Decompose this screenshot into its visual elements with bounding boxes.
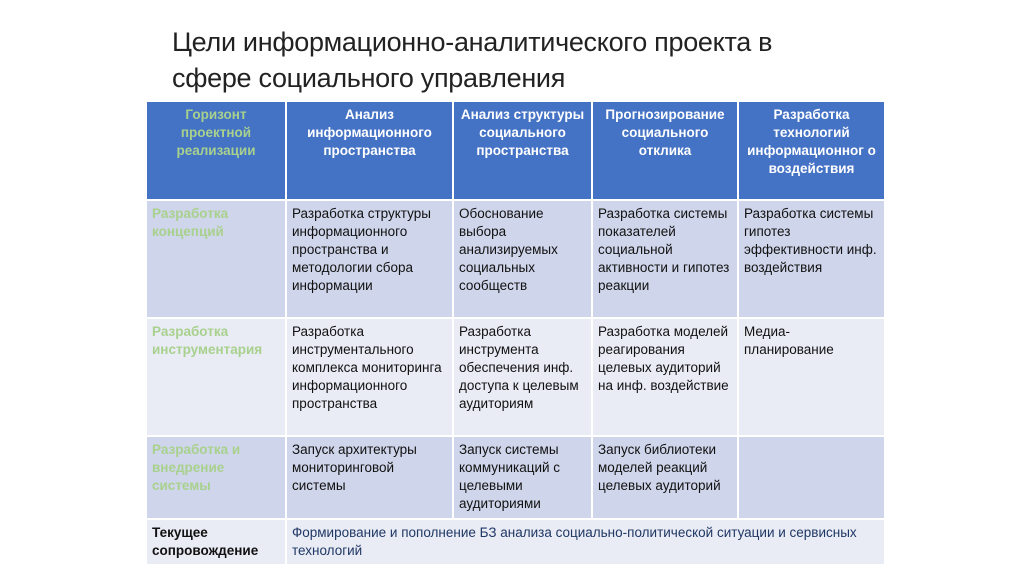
header-cell: Прогнозирование социального отклика (592, 101, 738, 200)
table-cell (738, 436, 885, 519)
table-cell: Разработка инструментального комплекса мониторинга информационного пространства (286, 318, 453, 436)
table-cell: Обоснование выбора анализируемых социальных сообществ (453, 200, 592, 318)
table-cell: Запуск системы коммуникаций с целевыми аудиториями (453, 436, 592, 519)
goals-table (145, 100, 886, 566)
header-cell: Анализ структуры социального пространства (453, 101, 592, 200)
header-cell: Разработка технологий информационног о воздействия (738, 101, 885, 200)
row-header: Текущее сопровождение (146, 519, 286, 565)
header-cell: Анализ информационного пространства (286, 101, 453, 200)
table-cell: Медиа-планирование (738, 318, 885, 436)
table-cell: Запуск библиотеки моделей реакций целевых аудиторий (592, 436, 738, 519)
table-row (146, 318, 885, 436)
table-cell: Запуск архитектуры мониторинговой системы (286, 436, 453, 519)
table-cell: Разработка системы гипотез эффективности инф. воздействия (738, 200, 885, 318)
slide-title: Цели информационно-аналитического проекта в сфере социального управления (172, 27, 773, 93)
table-cell: Разработка моделей реагирования целевых аудиторий на инф. воздействие (592, 318, 738, 436)
table-row (146, 519, 885, 565)
header-cell: Горизонт проектной реализации (146, 101, 286, 200)
row-header: Разработка и внедрение системы (146, 436, 286, 519)
header-row (146, 101, 885, 200)
table-cell: Разработка структуры информационного пространства и методологии сбора информации (286, 200, 453, 318)
row-header: Разработка инструментария (146, 318, 286, 436)
table-cell: Разработка инструмента обеспечения инф. доступа к целевым аудиториям (453, 318, 592, 436)
row-header: Разработка концепций (146, 200, 286, 318)
table-row (146, 200, 885, 318)
merged-cell: Формирование и пополнение БЗ анализа социально-политической ситуации и сервисных технологий (286, 519, 885, 565)
table-row (146, 436, 885, 519)
table-cell: Разработка системы показателей социальной активности и гипотез реакции (592, 200, 738, 318)
